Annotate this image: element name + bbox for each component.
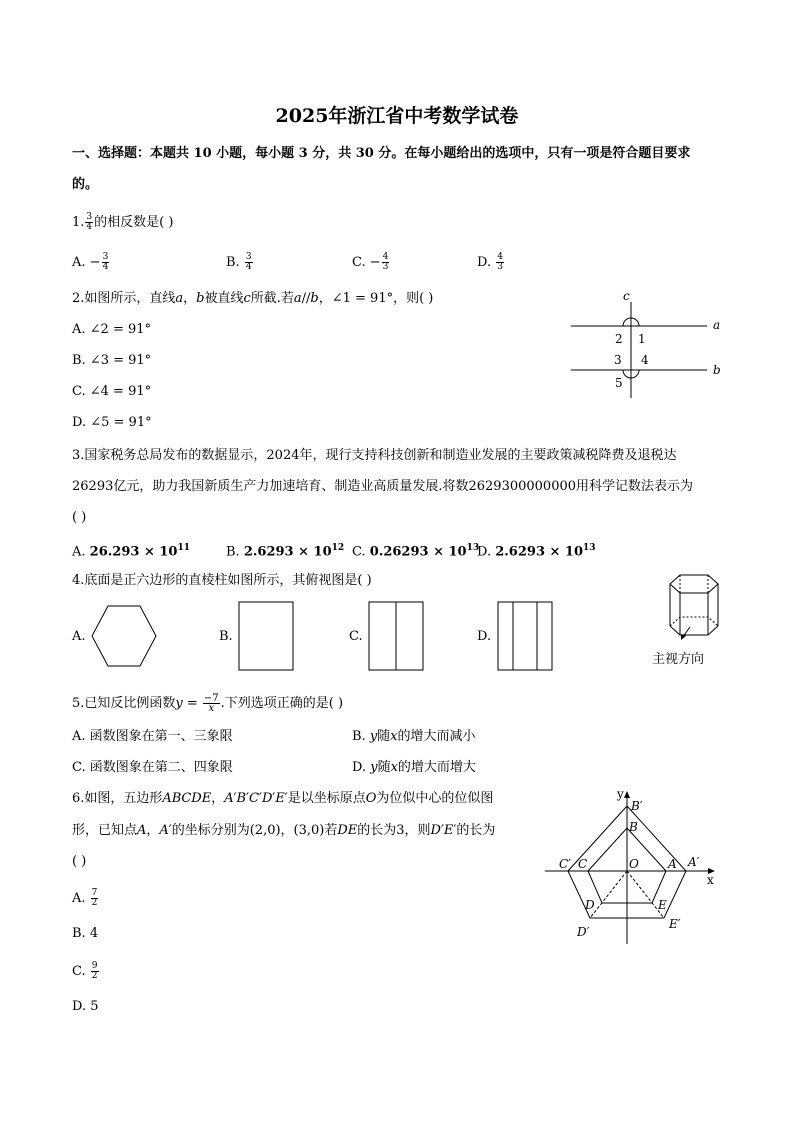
label-e: E bbox=[658, 898, 667, 912]
q6-option-b[interactable]: B. 4 bbox=[72, 926, 99, 941]
label-b-prime: B′ bbox=[631, 799, 643, 813]
question-3-line2: 26293亿元，助力我国新质生产力加速培育、制造业高质量发展.将数2629300000000用科学记数法表示为 bbox=[72, 479, 694, 494]
label-x: x bbox=[707, 873, 714, 887]
question-2-stem: 2.如图所示，直线𝑎，𝑏被直线𝑐所截.若𝑎//𝑏，∠1 = 91°，则( ) bbox=[72, 291, 434, 306]
question-6-line2: 形，已知点𝐴，𝐴′的坐标分别为(2,0)，(3,0)若𝐷𝐸的长为3，则𝐷′𝐸′的长为 bbox=[72, 823, 496, 838]
question-number: 1. bbox=[72, 215, 85, 230]
q2-option-a[interactable]: A. ∠2 = 91° bbox=[72, 322, 152, 337]
label-a-prime: A′ bbox=[688, 855, 700, 869]
q6-option-d[interactable]: D. 5 bbox=[72, 999, 99, 1014]
q1-option-d[interactable]: D. $\frac{4}{3}$ bbox=[477, 252, 503, 272]
q3-option-b[interactable]: B. $2.6293 \times 10^{12}$ bbox=[226, 543, 345, 560]
label-b: b bbox=[713, 363, 721, 377]
label-c: C bbox=[578, 857, 588, 871]
label-c-prime: C′ bbox=[559, 857, 571, 871]
label-b: B bbox=[629, 820, 638, 834]
parallel-lines-figure bbox=[565, 288, 735, 403]
question-4-stem: 4.底面是正六边形的直棱柱如图所示，其俯视图是( ) bbox=[72, 573, 372, 588]
q4-option-d-label[interactable]: D. bbox=[477, 629, 492, 644]
section-heading-line2: 的。 bbox=[72, 177, 99, 192]
rectangle-one-divider-icon[interactable] bbox=[368, 601, 426, 673]
question-6-line3: ( ) bbox=[72, 854, 87, 869]
q5-option-a[interactable]: A. 函数图象在第一、三象限 bbox=[72, 729, 233, 744]
q5-option-c[interactable]: C. 函数图象在第二、四象限 bbox=[72, 760, 233, 775]
section-heading-line1: 一、选择题：本题共 10 小题，每小题 3 分，共 30 分。在每小题给出的选项中，只有一项是符合题目要求 bbox=[72, 146, 691, 161]
q2-option-d[interactable]: D. ∠5 = 91° bbox=[72, 415, 152, 430]
q4-option-c-label[interactable]: C. bbox=[349, 629, 363, 644]
angle-5-label: 5 bbox=[615, 376, 623, 390]
q3-option-c[interactable]: C. $0.26293 \times 10^{13}$ bbox=[352, 543, 480, 560]
hexagonal-prism-icon bbox=[662, 572, 724, 642]
label-o: O bbox=[629, 857, 639, 871]
q1-option-c[interactable]: C. − $\frac{4}{3}$ bbox=[352, 252, 389, 272]
q2-option-c[interactable]: C. ∠4 = 91° bbox=[72, 384, 152, 399]
angle-4-label: 4 bbox=[641, 353, 649, 367]
rectangle-icon[interactable] bbox=[238, 601, 296, 673]
angle-1-label: 1 bbox=[638, 332, 646, 346]
question-6-line1: 6.如图，五边形𝐴𝐵𝐶𝐷𝐸，𝐴′𝐵′𝐶′𝐷′𝐸′是以坐标原点𝑂为位似中心的位似图 bbox=[72, 791, 494, 806]
page-title: 2025年浙江省中考数学试卷 bbox=[275, 105, 519, 127]
question-text: 的相反数是( ) bbox=[94, 215, 174, 230]
rectangle-two-dividers-icon[interactable] bbox=[497, 601, 555, 673]
pentagon-similarity-figure bbox=[543, 786, 723, 946]
figure-caption: 主视方向 bbox=[652, 652, 705, 667]
label-c: c bbox=[623, 289, 630, 303]
q1-option-a[interactable]: A. − $\frac{3}{4}$ bbox=[72, 252, 109, 272]
q3-option-a[interactable]: A. $26.293 \times 10^{11}$ bbox=[72, 543, 190, 560]
label-a: A bbox=[668, 857, 677, 871]
hexagon-icon[interactable] bbox=[90, 604, 160, 668]
angle-3-label: 3 bbox=[614, 353, 622, 367]
question-3-line3: ( ) bbox=[72, 510, 87, 525]
question-1-stem bbox=[72, 213, 173, 232]
q6-option-a[interactable]: A. $\frac{7}{2}$ bbox=[72, 888, 98, 908]
question-3-line1: 3.国家税务总局发布的数据显示，2024年，现行支持科技创新和制造业发展的主要政策减税降费及退税达 bbox=[72, 448, 677, 463]
question-5-stem: 5.已知反比例函数𝑦 = $\frac{-7}{\text{𝑥}}$ .下列选项正确的是( ) bbox=[72, 693, 344, 714]
q4-option-a-label[interactable]: A. bbox=[72, 629, 86, 644]
angle-2-label: 2 bbox=[615, 332, 623, 346]
label-y: y bbox=[617, 787, 624, 801]
q3-option-d[interactable]: D. $2.6293 \times 10^{13}$ bbox=[477, 543, 596, 560]
label-e-prime: E′ bbox=[669, 917, 681, 931]
q6-option-c[interactable]: C. $\frac{9}{2}$ bbox=[72, 961, 98, 981]
label-d-prime: D′ bbox=[577, 925, 590, 939]
label-d: D bbox=[585, 898, 595, 912]
q4-option-b-label[interactable]: B. bbox=[219, 629, 233, 644]
label-a: a bbox=[713, 318, 721, 332]
q2-option-b[interactable]: B. ∠3 = 91° bbox=[72, 353, 152, 368]
fraction: $\frac{3}{4}$ bbox=[86, 212, 93, 232]
q5-option-b[interactable]: B. 𝑦随𝑥的增大而减小 bbox=[352, 729, 476, 744]
q1-option-b[interactable]: B. $\frac{3}{4}$ bbox=[226, 252, 252, 272]
q5-option-d[interactable]: D. 𝑦随𝑥的增大而增大 bbox=[352, 760, 476, 775]
